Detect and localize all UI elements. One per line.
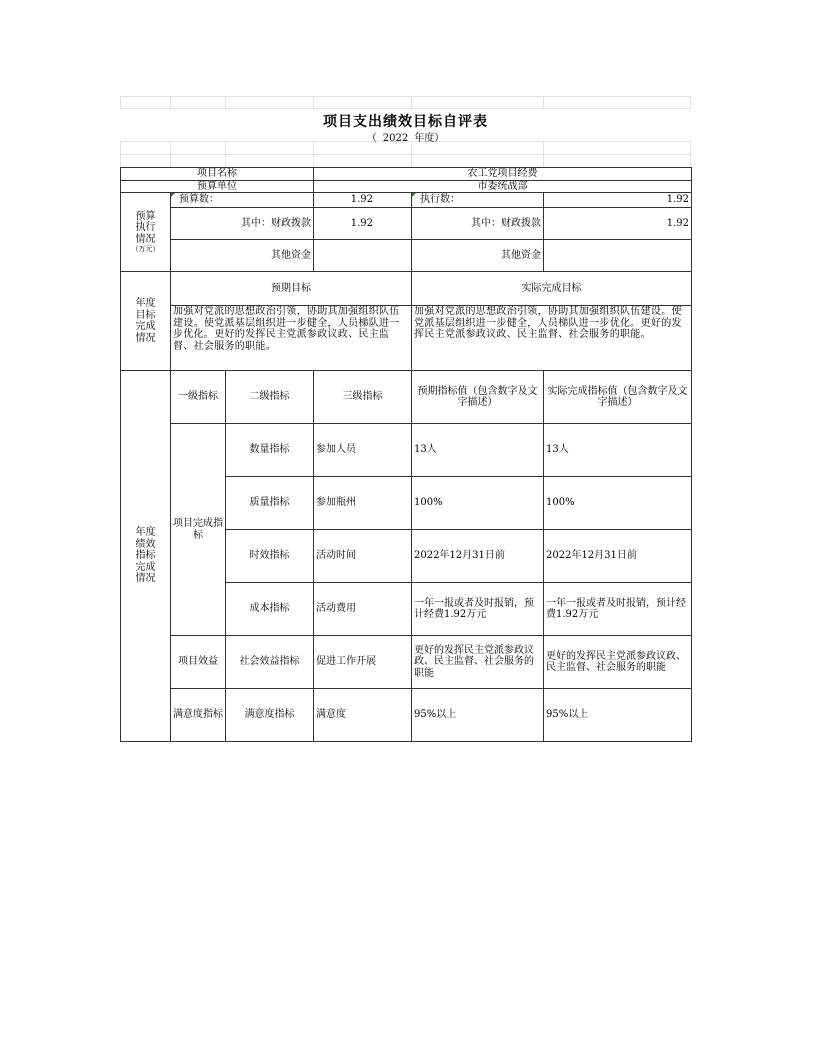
gridline (225, 141, 226, 167)
fiscal-budget-value (314, 208, 412, 240)
level3-header: 三级指标 (314, 371, 412, 424)
performance-section-line: 年度 (135, 527, 156, 539)
expected-value-header: 预期指标值（包含数字及文字描述） (412, 371, 544, 424)
gridline (411, 96, 412, 108)
gridline (225, 96, 226, 108)
other-funds-row (121, 240, 692, 272)
gridline (120, 154, 691, 155)
level2-cell: 成本指标 (226, 583, 314, 636)
gridline (313, 96, 314, 108)
exec-amount-value: 1.92 (544, 193, 692, 208)
performance-section-line: 绩效 (135, 538, 156, 550)
budget-unit-label: 预算单位 (121, 180, 314, 193)
goals-section-line: 完成 (135, 321, 156, 332)
budget-amount-label (171, 193, 314, 208)
actual-value-cell: 100% (544, 477, 692, 530)
expected-value-cell: 100% (412, 477, 544, 530)
fiscal-label: 其中：财政拨款 (171, 208, 314, 240)
budget-section-line: 预算 (135, 210, 156, 222)
goals-section-line: 目标 (135, 309, 156, 321)
expected-value-cell: 更好的发挥民主党派参政议政、民主监督、社会服务的职能 (412, 636, 544, 689)
gridline (543, 96, 544, 108)
indicator-row (121, 636, 692, 689)
level3-cell: 参加瓶州 (314, 477, 412, 530)
year-subtitle (120, 129, 691, 144)
other-funds-exec (544, 240, 692, 272)
actual-value-cell: 95%以上 (544, 689, 692, 742)
gridline (690, 141, 691, 167)
level2-cell: 时效指标 (226, 530, 314, 583)
goals-body-row (121, 306, 692, 371)
budget-amount-label-text: 预算数： (179, 194, 219, 206)
budget-amount-value (314, 193, 412, 208)
actual-value-header: 实际完成指标值（包含数字及文字描述） (544, 371, 692, 424)
budget-unit-row (121, 180, 692, 193)
level1-header: 一级指标 (171, 371, 226, 424)
level3-cell: 参加人员 (314, 424, 412, 477)
project-name-label: 项目名称 (121, 168, 314, 181)
budget-section-unit: （万元） (131, 245, 160, 254)
budget-section-line: 情况 (135, 233, 156, 245)
goals-header-row (121, 272, 692, 306)
gridline (120, 96, 121, 108)
actual-goal-text: 加强对党派的思想政治引领，协助其加强组织队伍建设。使党派基层组织进一步健全，人员梯队进一步优化。更好的发挥民主党派参政议政、民主监督、社会服务的职能。 (412, 306, 692, 371)
benefit-group-label: 项目效益 (171, 636, 226, 689)
goals-section-line: 年度 (135, 298, 156, 309)
indicator-row (121, 424, 692, 477)
fiscal-exec-label: 其中：财政拨款 (412, 208, 544, 240)
fiscal-row (121, 208, 692, 240)
expected-goal-header: 预期目标 (171, 272, 412, 306)
level2-cell: 社会效益指标 (226, 636, 314, 689)
gridline (170, 96, 171, 108)
gridline (120, 141, 121, 167)
level2-cell: 数量指标 (226, 424, 314, 477)
expected-value-cell: 95%以上 (412, 689, 544, 742)
budget-section-label (121, 193, 171, 272)
exec-amount-label (412, 193, 544, 208)
satisfaction-group-label: 满意度指标 (171, 689, 226, 742)
expected-goal-text: 加强对党派的思想政治引领，协助其加强组织队伍建设。使党派基层组织进一步健全，人员梯队进一步优化。更好的发挥民主党派参政议政、民主监督、社会服务的职能。 (171, 306, 412, 371)
gridline (313, 141, 314, 167)
actual-value-cell: 2022年12月31日前 (544, 530, 692, 583)
actual-value-cell: 13人 (544, 424, 692, 477)
actual-goal-header: 实际完成目标 (412, 272, 692, 306)
budget-unit-value: 市委统战部 (314, 180, 692, 193)
goals-section-label (121, 272, 171, 371)
performance-section-label (121, 371, 171, 742)
level2-cell: 满意度指标 (226, 689, 314, 742)
subtitle-year: 2022 (382, 133, 409, 144)
actual-value-cell: 一年一报或者及时报销，预计经费1.92万元 (544, 583, 692, 636)
indicator-row (121, 689, 692, 742)
performance-section-line: 完成 (135, 561, 156, 573)
level3-cell: 促进工作开展 (314, 636, 412, 689)
gridline (411, 141, 412, 167)
budget-amount-value-text: 1.92 (350, 194, 373, 206)
gridline (170, 141, 171, 167)
completion-group-label: 项目完成指标 (171, 424, 226, 636)
level3-cell: 活动费用 (314, 583, 412, 636)
actual-value-cell: 更好的发挥民主党派参政议政、民主监督、社会服务的职能 (544, 636, 692, 689)
expected-value-cell: 一年一报或者及时报销，预计经费1.92万元 (412, 583, 544, 636)
project-name-value: 农工党项目经费 (314, 168, 692, 181)
fiscal-budget-value-text: 1.92 (350, 217, 373, 229)
gridline (543, 141, 544, 167)
expected-value-cell: 13人 (412, 424, 544, 477)
gridline (690, 96, 691, 108)
other-funds-budget (314, 240, 412, 272)
exec-amount-label-text: 执行数： (420, 194, 460, 206)
budget-section-line: 执行 (135, 222, 156, 234)
subtitle-suffix: 年度） (414, 133, 445, 144)
other-funds-label: 其他资金 (171, 240, 314, 272)
subtitle-open: （ (366, 133, 377, 144)
budget-total-row (121, 193, 692, 208)
goals-section-line: 情况 (135, 332, 156, 344)
fiscal-exec-value: 1.92 (544, 208, 692, 240)
gridline (120, 108, 691, 109)
other-funds-exec-label: 其他资金 (412, 240, 544, 272)
level3-cell: 活动时间 (314, 530, 412, 583)
indicator-header-row (121, 371, 692, 424)
level2-header: 二级指标 (226, 371, 314, 424)
gridline (120, 96, 691, 97)
level3-cell: 满意度 (314, 689, 412, 742)
expected-value-cell: 2022年12月31日前 (412, 530, 544, 583)
project-name-row (121, 168, 692, 181)
evaluation-table (120, 167, 692, 742)
performance-section-line: 情况 (135, 573, 156, 585)
performance-section-line: 指标 (135, 550, 156, 562)
page-title: 项目支出绩效目标自评表 (323, 114, 488, 130)
level2-cell: 质量指标 (226, 477, 314, 530)
